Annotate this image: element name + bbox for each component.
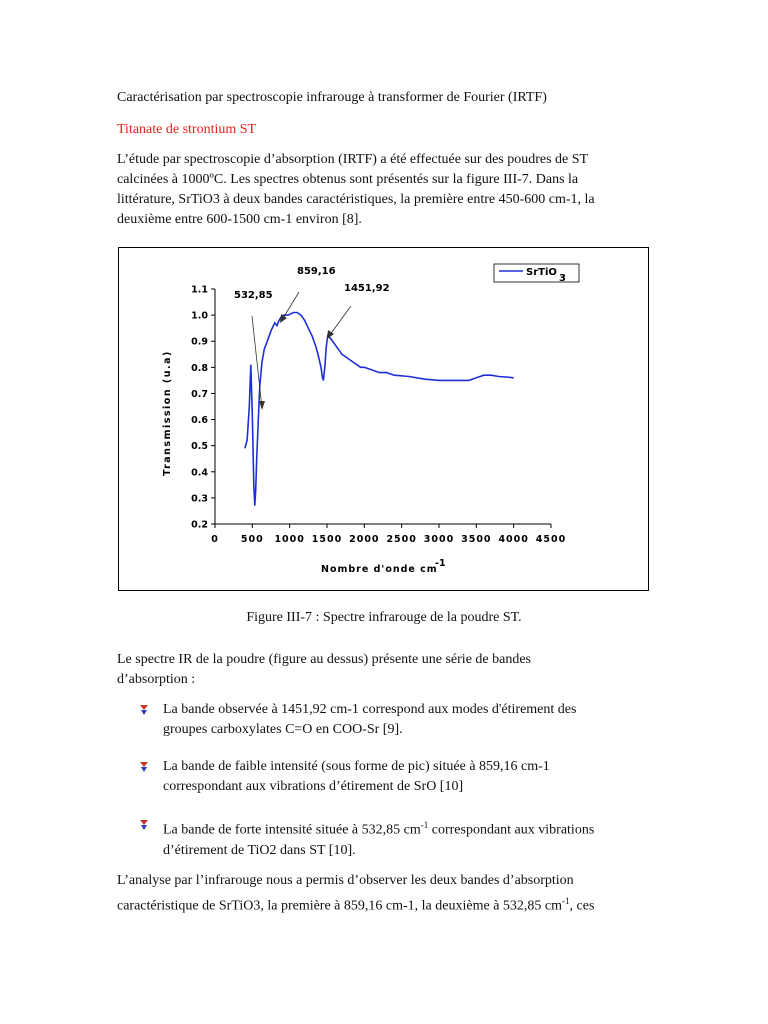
conclusion-line: L’analyse par l’infrarouge nous a permis d’observer les deux bandes d’absorption	[117, 873, 574, 888]
y-tick-label: 0.7	[191, 388, 208, 400]
x-tick-label: 1500	[311, 534, 343, 545]
y-tick-label: 0.6	[191, 415, 208, 427]
bullet-text	[163, 700, 576, 740]
conclusion-line: caractéristique de SrTiO3, la première à 859,16 cm-1, la deuxième à 532,85 $cm^{-1}$, ces	[117, 896, 595, 914]
y-tick-label: 0.4	[191, 467, 208, 479]
figure-caption: Figure III-7 : Spectre infrarouge de la poudre ST.	[246, 610, 522, 625]
legend-label-sub: 3	[559, 273, 566, 284]
intro-line: littérature, SrTiO3 à deux bandes caractéristiques, la première entre 450-600 cm-1, la	[117, 192, 595, 207]
arrow-bullet-icon	[138, 761, 150, 773]
intro-line: L’étude par spectroscopie d’absorption (IRTF) a été effectuée sur des poudres de ST	[117, 152, 589, 167]
y-tick-label: 1.1	[191, 284, 208, 296]
peak-label-859: 859,16	[297, 266, 336, 277]
x-tick-label: 3000	[423, 534, 455, 545]
ir-spectrum-chart	[119, 248, 648, 590]
bullet-line: d’étirement de TiO2 dans ST [10].	[163, 842, 356, 858]
x-tick-label: 1000	[274, 534, 305, 545]
x-tick-labels	[211, 534, 566, 545]
figure-frame	[118, 247, 649, 591]
spectrum-intro-paragraph	[117, 650, 657, 690]
bullet-line: correspondant aux vibrations d’étirement de SrO [10]	[163, 779, 464, 794]
series-line-srtio3	[245, 313, 514, 506]
y-axis-label: Transmission (u.a)	[162, 350, 173, 476]
x-tick-label: 3500	[461, 534, 492, 545]
bullet-line: La bande observée à 1451,92 cm-1 correspond aux modes d'étirement des	[163, 702, 577, 717]
arrow-bullet-icon	[138, 819, 150, 831]
peak-label-532: 532,85	[234, 290, 273, 301]
y-tick-label: 0.9	[191, 336, 208, 348]
peak-arrow-859	[282, 292, 299, 320]
peak-arrow-532	[252, 316, 262, 408]
x-tick-label: 4000	[498, 534, 529, 545]
y-tick-label: 0.3	[191, 493, 208, 505]
arrow-bullet-icon	[138, 704, 150, 716]
spectrum-intro-line: d’absorption :	[117, 672, 196, 687]
x-tick-label: 500	[240, 534, 264, 545]
chart-legend	[494, 264, 579, 284]
legend-label: SrTiO	[526, 267, 557, 278]
y-tick-label: 0.5	[191, 441, 208, 453]
y-tick-label: 0.2	[191, 519, 208, 531]
y-tick-label: 1.0	[191, 310, 208, 322]
bullet-line: La bande de forte intensité située à 532,85 $cm^{-1}$ correspondant aux vibrations	[163, 820, 595, 838]
intro-line: deuxième entre 600-1500 cm-1 environ [8].	[117, 212, 362, 227]
bullet-text	[163, 757, 550, 797]
conclusion-paragraph	[117, 871, 657, 917]
y-tick-label: 0.8	[191, 362, 208, 374]
bullet-text	[163, 815, 594, 861]
x-axis-label: Nombre d'onde cm	[321, 564, 438, 575]
intro-paragraph	[117, 150, 657, 230]
bullet-line: groupes carboxylates C=O en COO-Sr [9].	[163, 722, 403, 737]
document-title: Caractérisation par spectroscopie infrarouge à transformer de Fourier (IRTF)	[117, 90, 547, 105]
x-tick-label: 2500	[386, 534, 417, 545]
peak-arrowhead-532	[259, 401, 265, 410]
bullet-line: La bande de faible intensité (sous forme de pic) située à 859,16 cm-1	[163, 759, 550, 774]
peak-arrow-1451	[329, 306, 351, 336]
peak-label-1451: 1451,92	[344, 283, 390, 294]
x-tick-label: 4500	[535, 534, 567, 545]
section-subtitle: Titanate de strontium ST	[117, 122, 257, 137]
x-tick-label: 2000	[349, 534, 380, 545]
peak-annotations	[234, 266, 390, 410]
spectrum-intro-line: Le spectre IR de la poudre (figure au dessus) présente une série de bandes	[117, 652, 531, 667]
x-axis-label-sup: -1	[435, 558, 446, 569]
y-tick-labels	[191, 285, 208, 531]
intro-line: calcinées à 1000ºC. Les spectres obtenus sont présentés sur la figure III-7. Dans la	[117, 172, 579, 187]
x-tick-label: 0	[211, 534, 219, 545]
